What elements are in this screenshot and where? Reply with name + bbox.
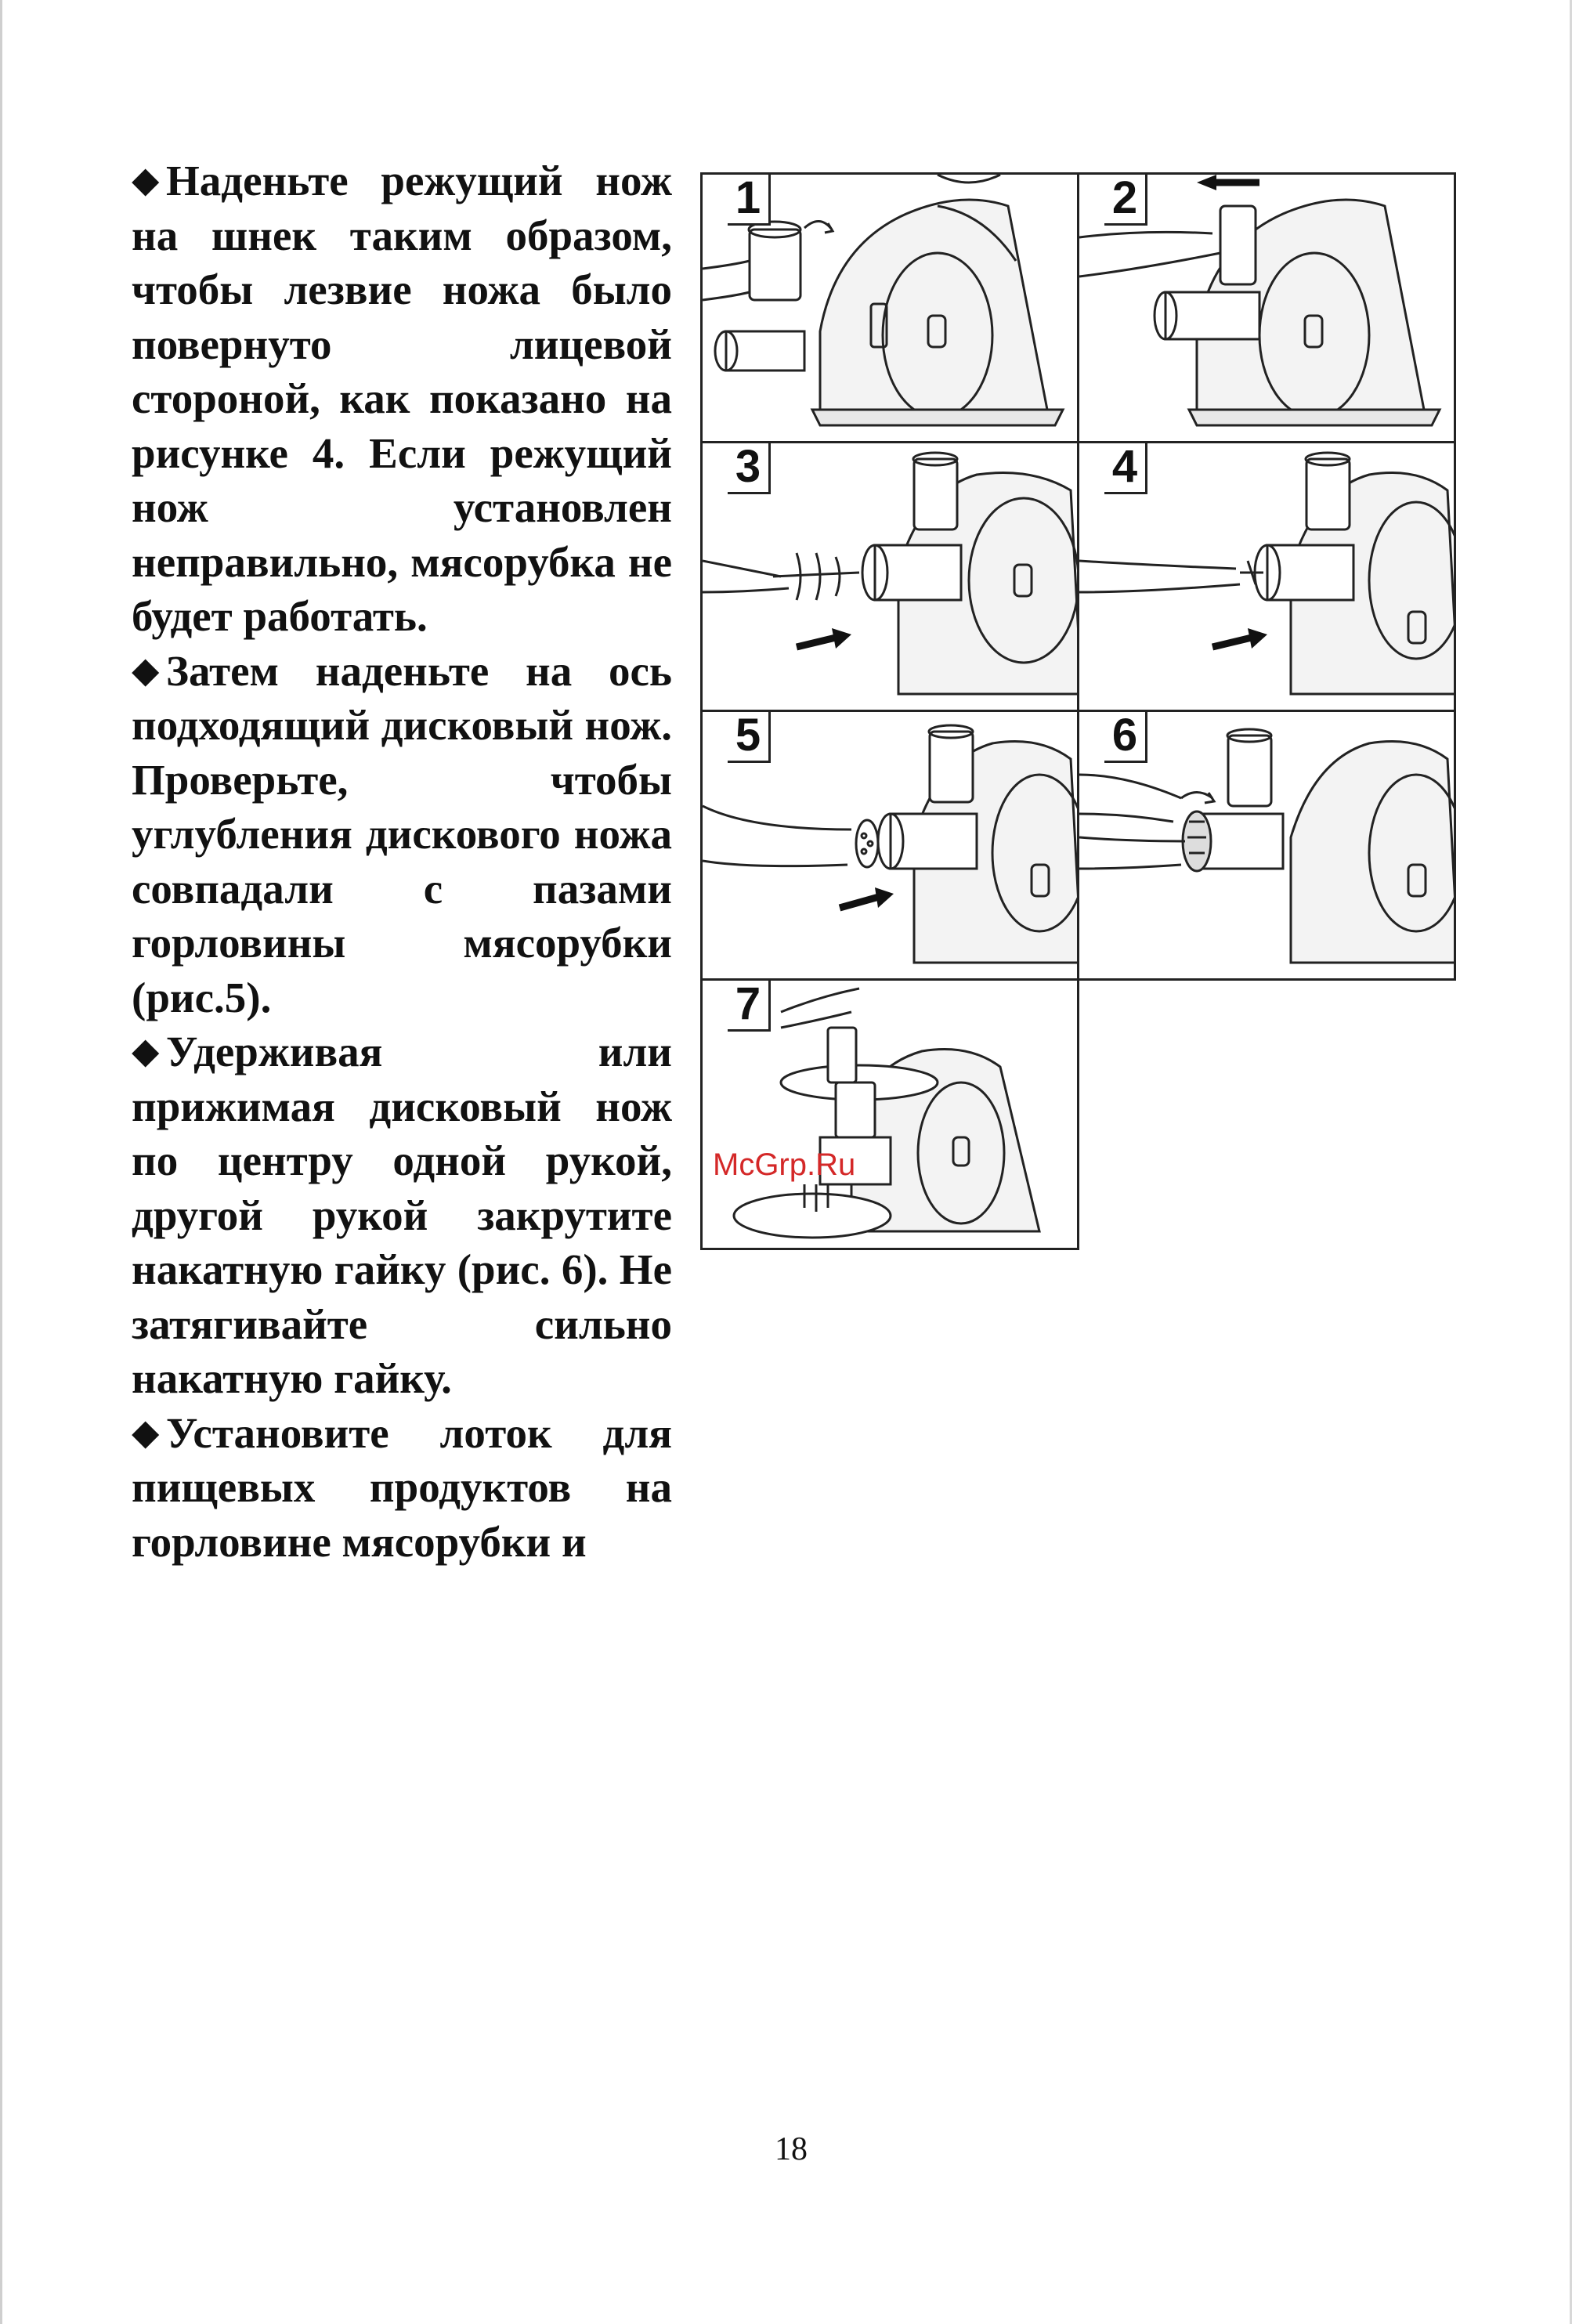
diamond-bullet-icon: ◆ [132,160,160,200]
figure-panel-1 [700,172,1079,443]
diamond-bullet-icon: ◆ [132,649,160,690]
diamond-bullet-icon: ◆ [132,1411,160,1452]
panel-number: 5 [728,712,771,763]
instruction-text-2: Затем наденьте на ось подходящий дисковый нож. Проверьте, чтобы углубления дискового ножа совпадали с пазами горловины мясорубки (рис.5). [132,646,672,1021]
figure-panel-2 [1077,172,1456,443]
panel-number: 1 [728,175,771,226]
instruction-text-3: Удерживая или прижимая дисковый нож по центру одной рукой, другой рукой закрутите накатную гайку (рис. 6). Не затягивайте сильно накатную гайку. [132,1028,672,1402]
instruction-paragraph-2 [132,644,672,1025]
figure-panel-7 [700,978,1079,1250]
figure-panel-3 [700,441,1079,712]
figure-panel-4 [1077,441,1456,712]
page-edge-left [0,0,2,2324]
panel-number: 4 [1104,443,1147,494]
instruction-paragraph-1 [132,154,672,644]
diamond-bullet-icon: ◆ [132,1031,160,1071]
instruction-text-4: Установите лоток для пищевых продуктов на горловине мясорубки и [132,1408,672,1566]
page-number: 18 [775,2131,808,2167]
instruction-paragraph-3 [132,1025,672,1406]
panel-number: 6 [1104,712,1147,763]
instructions-column [132,154,672,1569]
instruction-paragraph-4 [132,1406,672,1570]
figure-panel-6 [1077,710,1456,981]
assembly-figure [700,172,1454,1250]
instruction-text-1: Наденьте режущий нож на шнек таким образом, чтобы лезвие ножа было повернуто лицевой стороной, как показано на рисунке 4. Если режущий нож установлен неправильно, мясорубка не будет работать. [132,157,672,640]
watermark: McGrp.Ru [713,1148,856,1182]
panel-number: 2 [1104,175,1147,226]
panel-number: 7 [728,981,771,1032]
figure-panel-5 [700,710,1079,981]
panel-number: 3 [728,443,771,494]
